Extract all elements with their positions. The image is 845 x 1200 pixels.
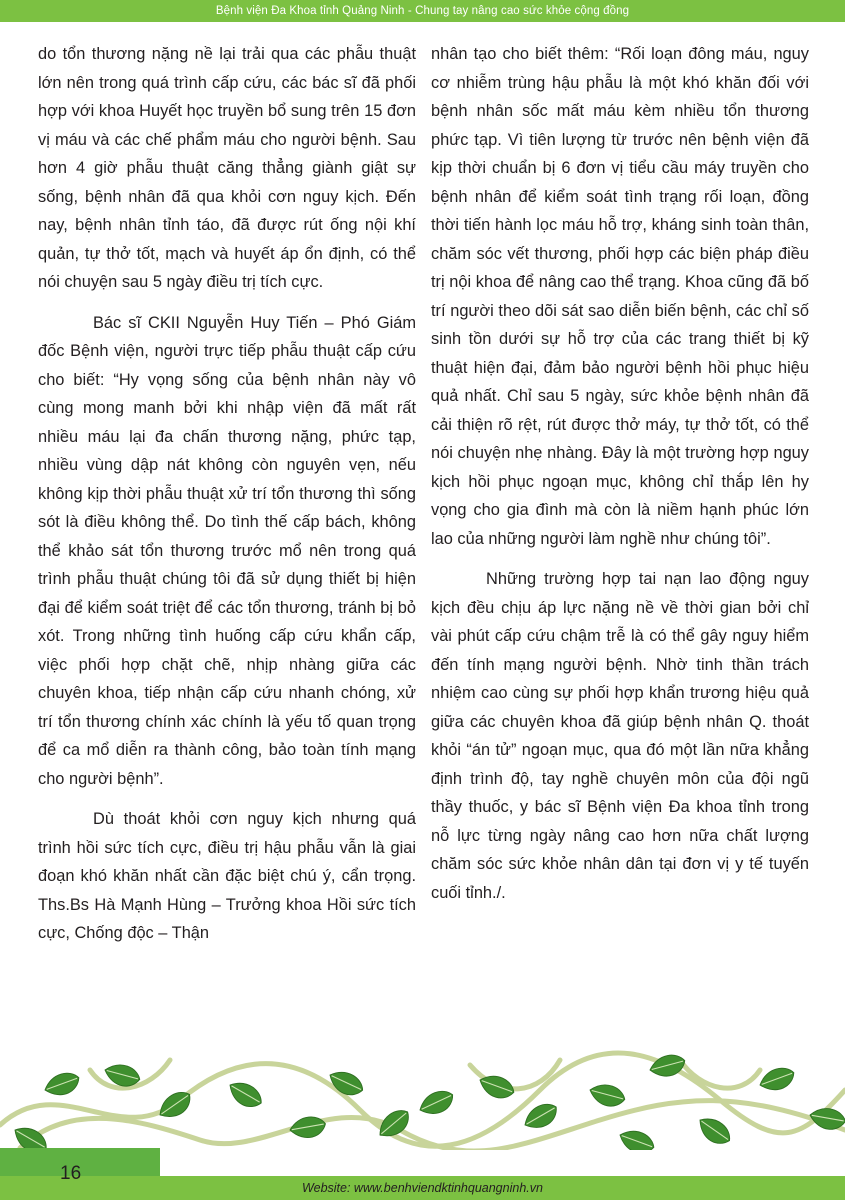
left-column <box>38 40 416 960</box>
leaf-shape <box>587 1081 627 1110</box>
paragraph: do tổn thương nặng nề lại trải qua các phẫu thuật lớn nên trong quá trình cấp cứu, các bác sĩ đã phối hợp với khoa Huyết học truyền bổ sung trên 15 đơn vị máu và các chế phẩm máu cho người bệnh. Sau hơn 4 giờ phẫu thuật căng thẳng giành giật sự sống, bệnh nhân đã qua khỏi cơn nguy kịch. Đến nay, bệnh nhân tỉnh táo, đã được rút ống nội khí quản, tự thở tốt, mạch và huyết áp ổn định, có thể nói chuyện sau 5 ngày điều trị tích cực. <box>38 45 416 291</box>
paragraph: Bác sĩ CKII Nguyễn Huy Tiến – Phó Giám đốc Bệnh viện, người trực tiếp phẫu thuật cấp cứu cho biết: “Hy vọng sống của bệnh nhân này vô cùng mong manh bởi khi nhập viện đã mất rất nhiều máu lại đa chấn thương nặng, phức tạp, nhiều vùng dập nát không còn nguyên vẹn, nếu không kịp thời phẫu thuật xử trí tổn thương thì sống sót là điều không thể. Do tình thế cấp bách, không thể khảo sát tổn thương trước mổ nên trong quá trình phẫu thuật chúng tôi đã sử dụng thiết bị hiện đại để kiểm soát triệt để các tổn thương, tránh bị bỏ xót. Trong những tình huống cấp cứu khẩn cấp, việc phối hợp chặt chẽ, nhịp nhàng giữa các chuyên khoa, tiếp nhận cấp cứu nhanh chóng, xử trí tổn thương chính xác chính là yếu tố quan trọng để ca mổ diễn ra thành công, bảo toàn tính mạng cho người bệnh”. <box>38 313 416 788</box>
leaf-shape <box>10 1122 51 1150</box>
leaf-shape <box>694 1112 735 1149</box>
page-number: 16 <box>60 1163 82 1184</box>
leaf-shape <box>288 1114 327 1140</box>
leaf-vine-decoration <box>0 1030 845 1150</box>
right-column <box>431 40 809 919</box>
header-bar <box>0 0 845 22</box>
leaf-shape <box>42 1069 83 1100</box>
leaf-shape <box>225 1077 266 1113</box>
paragraph: Dù thoát khỏi cơn nguy kịch nhưng quá trình hồi sức tích cực, điều trị hậu phẫu vẫn là giai đoạn khó khăn nhất cần đặc biệt chú ý, cẩn trọng. Ths.Bs Hà Mạnh Hùng – Trưởng khoa Hồi sức tích cực, Chống độc – Thận <box>38 810 416 942</box>
paragraph: Những trường hợp tai nạn lao động nguy kịch đều chịu áp lực nặng nề về thời gian bởi chỉ vài phút cấp cứu chậm trễ là có thể gây nguy hiểm đến tính mạng người bệnh. Nhờ tinh thần trách nhiệm cao cùng sự phối hợp khẩn trương hiệu quả giữa các chuyên khoa đã giúp bệnh nhân Q. thoát khỏi “án tử” ngoạn mục, qua đó một lần nữa khẳng định trình độ, tay nghề chuyên môn của đội ngũ thầy thuốc, y bác sĩ Bệnh viện Đa khoa tỉnh trong nỗ lực từng ngày nâng cao hơn nữa chất lượng chăm sóc sức khỏe nhân dân tại đơn vị y tế tuyến cuối tỉnh./. <box>431 570 809 902</box>
leaf-shape <box>416 1086 457 1120</box>
leaf-shape <box>648 1052 688 1081</box>
leaf-shape <box>757 1064 798 1095</box>
paragraph: nhân tạo cho biết thêm: “Rối loạn đông máu, nguy cơ nhiễm trùng hậu phẫu là một khó khăn đối với bệnh nhân sốc mất máu kèm nhiều tổn thương phức tạp. Vì tiên lượng từ trước nên bệnh viện đã kịp thời chuẩn bị 6 đơn vị tiểu cầu máy truyền cho bệnh nhân để kiểm soát tình trạng rối loạn, đồng thời tiến hành lọc máu hỗ trợ, kháng sinh toàn thân, chăm sóc vết thương, phối hợp các biện pháp điều trị nội khoa để nâng cao thể trạng. Khoa cũng đã bố trí người theo dõi sát sao diễn biến bệnh, các chỉ số sinh tồn dưới sự hỗ trợ của các trang thiết bị kỹ thuật hiện đại, đảm bảo người bệnh hồi phục hiệu quả nhất. Chỉ sau 5 ngày, sức khỏe bệnh nhân đã cải thiện rõ rệt, rút được thở máy, tự thở tốt, có thể nói chuyện nhẹ nhàng. Đây là một trường hợp nguy kịch hồi phục ngoạn mục, không chỉ thắp lên hy vọng cho gia đình mà còn là niềm hạnh phúc lớn lao của những người làm nghề như chúng tôi”. <box>431 45 809 548</box>
header-text: Bệnh viện Đa Khoa tỉnh Quảng Ninh - Chung tay nâng cao sức khỏe cộng đồng <box>215 5 630 17</box>
website-text: Website: www.benhviendktinhquangninh.vn <box>302 1181 543 1195</box>
